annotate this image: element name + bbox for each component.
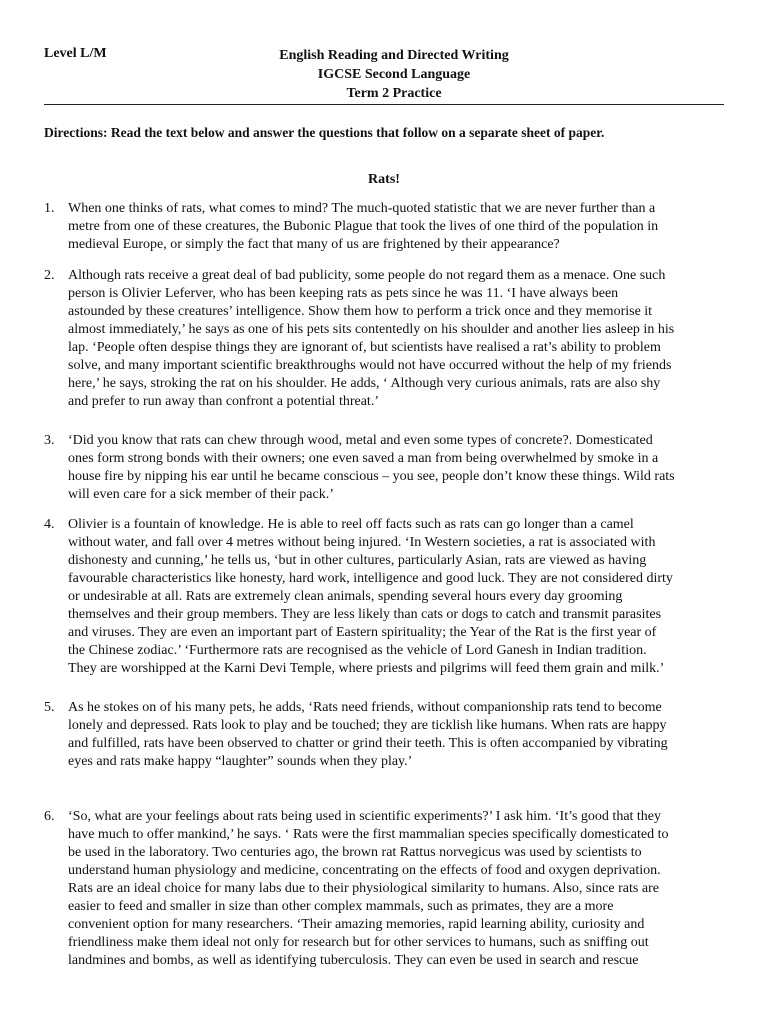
text-line: eyes and rats make happy “laughter” sounds when they play.’ [68, 754, 413, 769]
paragraph-text [68, 808, 728, 970]
text-line: They are worshipped at the Karni Devi Temple, where priests and pilgrims will feed them grain and milk.’ [68, 661, 665, 676]
term-label: Term 2 Practice [346, 86, 442, 101]
text-line: lap. ‘People often despise things they are ignorant of, but scientists have realised a rat’s ability to problem [68, 340, 661, 355]
text-line: astounded by these creatures’ intelligence. Show them how to perform a trick once and they memorise it [68, 304, 653, 319]
text-line: ‘Did you know that rats can chew through wood, metal and even some types of concrete?. Domesticated [68, 433, 653, 448]
text-line: without water, and fall over 4 metres without being injured. ‘In Western societies, a rat is associated with [68, 535, 656, 550]
paragraph-5 [44, 699, 734, 771]
paragraph-number: 4. [44, 517, 55, 532]
paragraph-number: 3. [44, 433, 55, 448]
text-line: lonely and depressed. Rats look to play and be touched; they are ticklish like humans. When rats are happy [68, 718, 667, 733]
text-line: the Chinese zodiac.’ ‘Furthermore rats are recognised as the vehicle of Lord Ganesh in Indian tradition. [68, 643, 647, 658]
text-line: or undesirable at all. Rats are extremely clean animals, spending several hours every day grooming [68, 589, 623, 604]
text-line: favourable characteristics like honesty, hard work, intelligence and good luck. They are not considered dirty [68, 571, 673, 586]
text-line: landmines and bombs, as well as identifying tuberculosis. They can even be used in search and rescue [68, 953, 639, 968]
paragraph-3 [44, 432, 734, 504]
text-line: convenient option for many researchers. ‘Their amazing memories, rapid learning ability, curiosity and [68, 917, 645, 932]
text-line: When one thinks of rats, what comes to mind? The much-quoted statistic that we are never further than a [68, 201, 656, 216]
text-line: solve, and many important scientific breakthroughs would not have occurred without the help of my friends [68, 358, 672, 373]
paragraph-1 [44, 200, 734, 254]
paragraph-2 [44, 267, 734, 411]
directions: Directions: Read the text below and answer the questions that follow on a separate sheet of paper. [44, 125, 605, 140]
paragraph-number: 2. [44, 268, 55, 283]
text-line: themselves and their group members. They are less likely than cats or dogs to catch and transmit parasites [68, 607, 662, 622]
text-line: ones form strong bonds with their owners; one even saved a man from being overwhelmed by smoke in a [68, 451, 659, 466]
text-line: As he stokes on of his many pets, he adds, ‘Rats need friends, without companionship rats tend to become [68, 700, 662, 715]
text-line: Rats are an ideal choice for many labs due to their physiological similarity to humans. Also, since rats are [68, 881, 659, 896]
paragraph-number: 5. [44, 700, 55, 715]
text-line: have much to offer mankind,’ he says. ‘ Rats were the first mammalian species specifically domesticated to [68, 827, 669, 842]
paragraph-number: 6. [44, 809, 55, 824]
text-line: Olivier is a fountain of knowledge. He is able to reel off facts such as rats can go longer than a camel [68, 517, 634, 532]
text-line: and fulfilled, rats have been observed to chatter or grind their teeth. This is often accompanied by vibrating [68, 736, 668, 751]
text-line: will even care for a sick member of their pack.’ [68, 487, 334, 502]
paragraph-text [68, 200, 728, 254]
paragraph-4 [44, 516, 734, 678]
text-line: easier to feed and smaller in size than other complex mammals, such as primates, they are a more [68, 899, 614, 914]
header-divider [44, 104, 724, 105]
text-line: and prefer to run away than confront a potential threat.’ [68, 394, 379, 409]
level-label: Level L/M [44, 46, 107, 61]
course-title: English Reading and Directed Writing [279, 48, 509, 63]
text-line: medieval Europe, or simply the fact that many of us are frightened by their appearance? [68, 237, 560, 252]
text-line: metre from one of these creatures, the Bubonic Plague that took the lives of one third of the population in [68, 219, 659, 234]
text-line: person is Olivier Leferver, who has been keeping rats as pets since he was 11. ‘I have always been [68, 286, 619, 301]
text-line: Although rats receive a great deal of bad publicity, some people do not regard them as a menace. One such [68, 268, 666, 283]
paragraph-text [68, 267, 728, 411]
course-subtitle: IGCSE Second Language [317, 67, 471, 82]
text-line: almost immediately,’ he says as one of his pets sits contentedly on his shoulder and another lies asleep in his [68, 322, 675, 337]
paragraph-6 [44, 808, 734, 970]
text-line: here,’ he says, stroking the rat on his shoulder. He adds, ‘ Although very curious animals, rats are also shy [68, 376, 661, 391]
text-line: be used in the laboratory. Two centuries ago, the brown rat Rattus norvegicus was used by scientists to [68, 845, 642, 860]
text-line: house fire by nipping his ear until he became conscious – you see, people don’t know these things. Wild rats [68, 469, 675, 484]
text-line: understand human physiology and medicine, concentrating on the effects of food and oxygen deprivation. [68, 863, 661, 878]
text-line: ‘So, what are your feelings about rats being used in scientific experiments?’ I ask him. ‘It’s good that they [68, 809, 662, 824]
text-line: and viruses. They are even an important part of Eastern spirituality; the Year of the Rat is the first year of [68, 625, 657, 640]
paragraph-text [68, 699, 728, 771]
course-title-block [234, 46, 554, 103]
text-line: dishonesty and cunning,’ he tells us, ‘but in other cultures, particularly Asian, rats are viewed as having [68, 553, 647, 568]
passage-title: Rats! [368, 172, 400, 187]
paragraph-text [68, 432, 728, 504]
paragraph-text [68, 516, 728, 678]
paragraph-number: 1. [44, 201, 55, 216]
text-line: friendliness make them ideal not only for research but for other services to humans, such as sniffing out [68, 935, 649, 950]
document-header [44, 46, 724, 104]
